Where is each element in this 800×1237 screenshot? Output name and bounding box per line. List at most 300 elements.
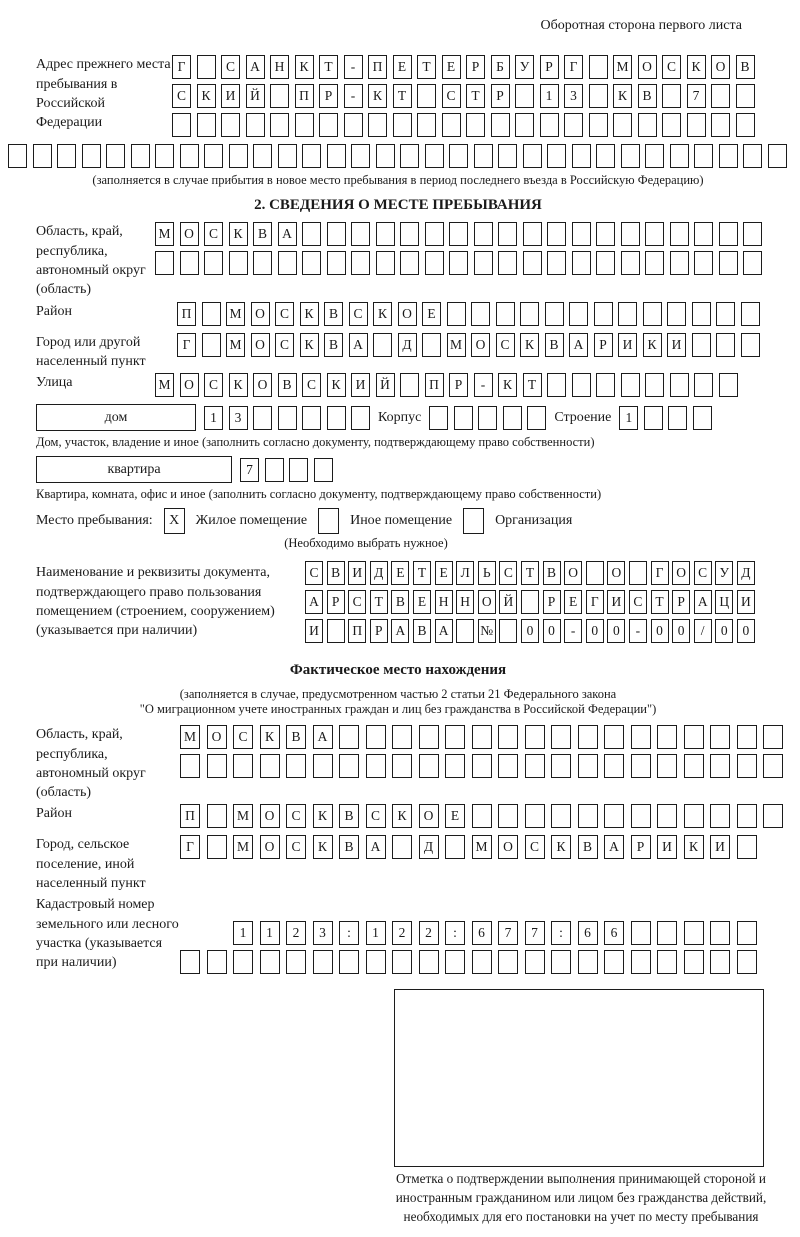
char-cell[interactable]: [737, 804, 757, 828]
char-cell[interactable]: И: [618, 333, 637, 357]
char-cell[interactable]: [417, 84, 436, 108]
char-cell[interactable]: [527, 406, 546, 430]
char-cell[interactable]: В: [253, 222, 272, 246]
char-cell[interactable]: К: [229, 373, 248, 397]
char-cell[interactable]: [645, 222, 664, 246]
char-cell[interactable]: К: [613, 84, 632, 108]
char-cell[interactable]: [657, 754, 677, 778]
char-cell[interactable]: [265, 458, 284, 482]
char-cell[interactable]: [763, 754, 783, 778]
char-cell[interactable]: [445, 725, 465, 749]
char-cell[interactable]: [604, 754, 624, 778]
char-cell[interactable]: [572, 144, 591, 168]
char-cell[interactable]: И: [657, 835, 677, 859]
char-cell[interactable]: [670, 251, 689, 275]
char-cell[interactable]: [547, 222, 566, 246]
char-cell[interactable]: [289, 458, 308, 482]
char-cell[interactable]: А: [305, 590, 323, 614]
char-cell[interactable]: [523, 144, 542, 168]
char-cell[interactable]: С: [286, 835, 306, 859]
char-cell[interactable]: Т: [466, 84, 485, 108]
char-cell[interactable]: [638, 113, 657, 137]
char-cell[interactable]: [155, 251, 174, 275]
char-cell[interactable]: [425, 251, 444, 275]
char-cell[interactable]: К: [392, 804, 412, 828]
char-cell[interactable]: [155, 144, 174, 168]
residence-checkbox-organizatsiya[interactable]: [463, 508, 484, 534]
char-cell[interactable]: В: [278, 373, 297, 397]
char-cell[interactable]: С: [349, 302, 368, 326]
char-cell[interactable]: А: [246, 55, 265, 79]
char-cell[interactable]: [327, 144, 346, 168]
char-cell[interactable]: Р: [594, 333, 613, 357]
char-cell[interactable]: [547, 373, 566, 397]
char-cell[interactable]: [202, 302, 221, 326]
char-cell[interactable]: [260, 950, 280, 974]
char-cell[interactable]: И: [348, 561, 366, 585]
char-cell[interactable]: [763, 725, 783, 749]
char-cell[interactable]: 2: [419, 921, 439, 945]
char-cell[interactable]: [327, 222, 346, 246]
char-cell[interactable]: [662, 113, 681, 137]
char-cell[interactable]: К: [373, 302, 392, 326]
char-cell[interactable]: [684, 804, 704, 828]
char-cell[interactable]: [471, 302, 490, 326]
char-cell[interactable]: [604, 804, 624, 828]
char-cell[interactable]: А: [604, 835, 624, 859]
char-cell[interactable]: [197, 55, 216, 79]
char-cell[interactable]: [694, 222, 713, 246]
char-cell[interactable]: [313, 950, 333, 974]
char-cell[interactable]: [515, 84, 534, 108]
char-cell[interactable]: [657, 804, 677, 828]
char-cell[interactable]: О: [207, 725, 227, 749]
char-cell[interactable]: С: [629, 590, 647, 614]
char-cell[interactable]: [472, 950, 492, 974]
char-cell[interactable]: [716, 333, 735, 357]
char-cell[interactable]: Р: [466, 55, 485, 79]
char-cell[interactable]: Й: [376, 373, 395, 397]
char-cell[interactable]: [694, 251, 713, 275]
char-cell[interactable]: П: [348, 619, 366, 643]
char-cell[interactable]: 1: [540, 84, 559, 108]
char-cell[interactable]: 6: [472, 921, 492, 945]
char-cell[interactable]: /: [694, 619, 712, 643]
char-cell[interactable]: О: [251, 302, 270, 326]
char-cell[interactable]: 1: [619, 406, 638, 430]
char-cell[interactable]: К: [197, 84, 216, 108]
char-cell[interactable]: [419, 754, 439, 778]
char-cell[interactable]: [604, 725, 624, 749]
char-cell[interactable]: К: [300, 302, 319, 326]
char-cell[interactable]: [221, 113, 240, 137]
char-cell[interactable]: [472, 725, 492, 749]
char-cell[interactable]: [449, 251, 468, 275]
char-cell[interactable]: [393, 113, 412, 137]
char-cell[interactable]: А: [349, 333, 368, 357]
char-cell[interactable]: 0: [737, 619, 755, 643]
char-cell[interactable]: [449, 144, 468, 168]
char-cell[interactable]: С: [305, 561, 323, 585]
char-cell[interactable]: [286, 754, 306, 778]
char-cell[interactable]: [578, 950, 598, 974]
char-cell[interactable]: [302, 251, 321, 275]
char-cell[interactable]: [339, 725, 359, 749]
char-cell[interactable]: Е: [413, 590, 431, 614]
char-cell[interactable]: [376, 222, 395, 246]
char-cell[interactable]: [520, 302, 539, 326]
char-cell[interactable]: [445, 835, 465, 859]
char-cell[interactable]: [737, 950, 757, 974]
char-cell[interactable]: К: [300, 333, 319, 357]
char-cell[interactable]: [253, 144, 272, 168]
char-cell[interactable]: [670, 373, 689, 397]
char-cell[interactable]: Е: [422, 302, 441, 326]
char-cell[interactable]: [429, 406, 448, 430]
char-cell[interactable]: [657, 725, 677, 749]
char-cell[interactable]: М: [613, 55, 632, 79]
char-cell[interactable]: [684, 754, 704, 778]
char-cell[interactable]: [302, 406, 321, 430]
char-cell[interactable]: С: [275, 302, 294, 326]
char-cell[interactable]: И: [737, 590, 755, 614]
char-cell[interactable]: [737, 921, 757, 945]
char-cell[interactable]: М: [233, 804, 253, 828]
char-cell[interactable]: Т: [523, 373, 542, 397]
char-cell[interactable]: [572, 222, 591, 246]
char-cell[interactable]: 1: [204, 406, 223, 430]
char-cell[interactable]: [503, 406, 522, 430]
char-cell[interactable]: [180, 754, 200, 778]
char-cell[interactable]: [454, 406, 473, 430]
char-cell[interactable]: [445, 950, 465, 974]
char-cell[interactable]: С: [204, 222, 223, 246]
char-cell[interactable]: [692, 302, 711, 326]
char-cell[interactable]: П: [177, 302, 196, 326]
char-cell[interactable]: В: [324, 302, 343, 326]
char-cell[interactable]: [366, 754, 386, 778]
char-cell[interactable]: 0: [607, 619, 625, 643]
char-cell[interactable]: [498, 754, 518, 778]
char-cell[interactable]: Г: [586, 590, 604, 614]
char-cell[interactable]: К: [643, 333, 662, 357]
char-cell[interactable]: О: [672, 561, 690, 585]
char-cell[interactable]: Б: [491, 55, 510, 79]
char-cell[interactable]: [327, 251, 346, 275]
char-cell[interactable]: [344, 113, 363, 137]
char-cell[interactable]: [736, 113, 755, 137]
char-cell[interactable]: [645, 144, 664, 168]
char-cell[interactable]: [491, 113, 510, 137]
char-cell[interactable]: [631, 921, 651, 945]
char-cell[interactable]: [351, 144, 370, 168]
char-cell[interactable]: 6: [578, 921, 598, 945]
char-cell[interactable]: К: [498, 373, 517, 397]
char-cell[interactable]: [741, 333, 760, 357]
char-cell[interactable]: [400, 251, 419, 275]
char-cell[interactable]: С: [172, 84, 191, 108]
char-cell[interactable]: Н: [456, 590, 474, 614]
char-cell[interactable]: Т: [417, 55, 436, 79]
char-cell[interactable]: К: [313, 835, 333, 859]
char-cell[interactable]: [260, 754, 280, 778]
char-cell[interactable]: [392, 950, 412, 974]
char-cell[interactable]: [376, 251, 395, 275]
char-cell[interactable]: [278, 144, 297, 168]
char-cell[interactable]: [645, 373, 664, 397]
char-cell[interactable]: -: [344, 55, 363, 79]
char-cell[interactable]: [204, 144, 223, 168]
char-cell[interactable]: [202, 333, 221, 357]
char-cell[interactable]: [496, 302, 515, 326]
char-cell[interactable]: [594, 302, 613, 326]
char-cell[interactable]: [376, 144, 395, 168]
char-cell[interactable]: [33, 144, 52, 168]
char-cell[interactable]: 0: [521, 619, 539, 643]
char-cell[interactable]: О: [607, 561, 625, 585]
char-cell[interactable]: [545, 302, 564, 326]
char-cell[interactable]: О: [564, 561, 582, 585]
char-cell[interactable]: М: [226, 302, 245, 326]
char-cell[interactable]: С: [348, 590, 366, 614]
char-cell[interactable]: [392, 835, 412, 859]
char-cell[interactable]: [547, 144, 566, 168]
char-cell[interactable]: [586, 561, 604, 585]
char-cell[interactable]: [743, 251, 762, 275]
char-cell[interactable]: 2: [392, 921, 412, 945]
char-cell[interactable]: 0: [672, 619, 690, 643]
char-cell[interactable]: [498, 804, 518, 828]
char-cell[interactable]: О: [419, 804, 439, 828]
char-cell[interactable]: [564, 113, 583, 137]
char-cell[interactable]: [207, 754, 227, 778]
char-cell[interactable]: [596, 251, 615, 275]
char-cell[interactable]: Е: [564, 590, 582, 614]
char-cell[interactable]: [629, 561, 647, 585]
char-cell[interactable]: [278, 406, 297, 430]
char-cell[interactable]: 6: [604, 921, 624, 945]
char-cell[interactable]: Т: [651, 590, 669, 614]
char-cell[interactable]: П: [368, 55, 387, 79]
char-cell[interactable]: [618, 302, 637, 326]
char-cell[interactable]: Г: [177, 333, 196, 357]
char-cell[interactable]: [253, 251, 272, 275]
char-cell[interactable]: Ь: [478, 561, 496, 585]
char-cell[interactable]: [204, 251, 223, 275]
char-cell[interactable]: Г: [180, 835, 200, 859]
char-cell[interactable]: К: [368, 84, 387, 108]
char-cell[interactable]: [613, 113, 632, 137]
char-cell[interactable]: [710, 754, 730, 778]
char-cell[interactable]: [763, 804, 783, 828]
char-cell[interactable]: [400, 222, 419, 246]
char-cell[interactable]: [207, 835, 227, 859]
char-cell[interactable]: 2: [286, 921, 306, 945]
char-cell[interactable]: [351, 222, 370, 246]
char-cell[interactable]: [456, 619, 474, 643]
char-cell[interactable]: О: [180, 373, 199, 397]
char-cell[interactable]: [631, 950, 651, 974]
char-cell[interactable]: [572, 373, 591, 397]
char-cell[interactable]: С: [442, 84, 461, 108]
char-cell[interactable]: [589, 84, 608, 108]
char-cell[interactable]: [710, 725, 730, 749]
char-cell[interactable]: [719, 251, 738, 275]
char-cell[interactable]: [719, 373, 738, 397]
char-cell[interactable]: С: [366, 804, 386, 828]
char-cell[interactable]: [246, 113, 265, 137]
char-cell[interactable]: [270, 84, 289, 108]
char-cell[interactable]: Л: [456, 561, 474, 585]
char-cell[interactable]: О: [398, 302, 417, 326]
char-cell[interactable]: Р: [319, 84, 338, 108]
char-cell[interactable]: [693, 406, 712, 430]
char-cell[interactable]: Р: [491, 84, 510, 108]
char-cell[interactable]: О: [478, 590, 496, 614]
char-cell[interactable]: В: [339, 804, 359, 828]
char-cell[interactable]: [302, 222, 321, 246]
char-cell[interactable]: [743, 144, 762, 168]
char-cell[interactable]: К: [551, 835, 571, 859]
char-cell[interactable]: :: [339, 921, 359, 945]
char-cell[interactable]: Н: [435, 590, 453, 614]
char-cell[interactable]: [419, 950, 439, 974]
char-cell[interactable]: [551, 754, 571, 778]
char-cell[interactable]: [368, 113, 387, 137]
char-cell[interactable]: :: [445, 921, 465, 945]
char-cell[interactable]: С: [302, 373, 321, 397]
char-cell[interactable]: [445, 754, 465, 778]
char-cell[interactable]: О: [253, 373, 272, 397]
char-cell[interactable]: Е: [435, 561, 453, 585]
char-cell[interactable]: Н: [270, 55, 289, 79]
char-cell[interactable]: [596, 144, 615, 168]
char-cell[interactable]: [270, 113, 289, 137]
char-cell[interactable]: У: [715, 561, 733, 585]
char-cell[interactable]: Р: [327, 590, 345, 614]
char-cell[interactable]: М: [226, 333, 245, 357]
char-cell[interactable]: -: [564, 619, 582, 643]
char-cell[interactable]: [670, 144, 689, 168]
char-cell[interactable]: Г: [651, 561, 669, 585]
char-cell[interactable]: К: [260, 725, 280, 749]
char-cell[interactable]: [657, 921, 677, 945]
char-cell[interactable]: [313, 754, 333, 778]
char-cell[interactable]: М: [155, 222, 174, 246]
char-cell[interactable]: [327, 406, 346, 430]
char-cell[interactable]: В: [391, 590, 409, 614]
char-cell[interactable]: [741, 302, 760, 326]
char-cell[interactable]: [523, 222, 542, 246]
char-cell[interactable]: В: [545, 333, 564, 357]
char-cell[interactable]: [621, 222, 640, 246]
char-cell[interactable]: [425, 222, 444, 246]
char-cell[interactable]: 1: [366, 921, 386, 945]
char-cell[interactable]: Й: [246, 84, 265, 108]
char-cell[interactable]: [392, 754, 412, 778]
char-cell[interactable]: О: [251, 333, 270, 357]
char-cell[interactable]: [392, 725, 412, 749]
char-cell[interactable]: [417, 113, 436, 137]
char-cell[interactable]: С: [204, 373, 223, 397]
char-cell[interactable]: К: [687, 55, 706, 79]
char-cell[interactable]: [351, 406, 370, 430]
char-cell[interactable]: [523, 251, 542, 275]
char-cell[interactable]: [442, 113, 461, 137]
char-cell[interactable]: [737, 754, 757, 778]
char-cell[interactable]: М: [233, 835, 253, 859]
char-cell[interactable]: К: [520, 333, 539, 357]
char-cell[interactable]: Ц: [715, 590, 733, 614]
char-cell[interactable]: [525, 754, 545, 778]
char-cell[interactable]: В: [736, 55, 755, 79]
char-cell[interactable]: И: [305, 619, 323, 643]
char-cell[interactable]: [314, 458, 333, 482]
char-cell[interactable]: [684, 950, 704, 974]
char-cell[interactable]: Р: [543, 590, 561, 614]
char-cell[interactable]: [662, 84, 681, 108]
char-cell[interactable]: -: [474, 373, 493, 397]
char-cell[interactable]: 0: [651, 619, 669, 643]
char-cell[interactable]: С: [525, 835, 545, 859]
char-cell[interactable]: В: [327, 561, 345, 585]
char-cell[interactable]: М: [180, 725, 200, 749]
char-cell[interactable]: С: [233, 725, 253, 749]
char-cell[interactable]: Р: [631, 835, 651, 859]
char-cell[interactable]: О: [471, 333, 490, 357]
char-cell[interactable]: [589, 113, 608, 137]
char-cell[interactable]: К: [229, 222, 248, 246]
char-cell[interactable]: С: [662, 55, 681, 79]
char-cell[interactable]: Р: [370, 619, 388, 643]
char-cell[interactable]: С: [286, 804, 306, 828]
char-cell[interactable]: [106, 144, 125, 168]
char-cell[interactable]: [400, 144, 419, 168]
char-cell[interactable]: [596, 222, 615, 246]
char-cell[interactable]: [295, 113, 314, 137]
char-cell[interactable]: Т: [393, 84, 412, 108]
char-cell[interactable]: [692, 333, 711, 357]
char-cell[interactable]: А: [694, 590, 712, 614]
char-cell[interactable]: [351, 251, 370, 275]
char-cell[interactable]: [716, 302, 735, 326]
char-cell[interactable]: [540, 113, 559, 137]
char-cell[interactable]: [711, 113, 730, 137]
char-cell[interactable]: [667, 302, 686, 326]
char-cell[interactable]: [551, 725, 571, 749]
char-cell[interactable]: [645, 251, 664, 275]
char-cell[interactable]: Т: [319, 55, 338, 79]
char-cell[interactable]: [657, 950, 677, 974]
char-cell[interactable]: 3: [313, 921, 333, 945]
char-cell[interactable]: К: [684, 835, 704, 859]
char-cell[interactable]: [472, 804, 492, 828]
char-cell[interactable]: [551, 950, 571, 974]
char-cell[interactable]: [694, 373, 713, 397]
char-cell[interactable]: [589, 55, 608, 79]
char-cell[interactable]: [339, 754, 359, 778]
char-cell[interactable]: [498, 222, 517, 246]
char-cell[interactable]: В: [324, 333, 343, 357]
char-cell[interactable]: [710, 950, 730, 974]
char-cell[interactable]: К: [295, 55, 314, 79]
char-cell[interactable]: :: [551, 921, 571, 945]
char-cell[interactable]: [743, 222, 762, 246]
char-cell[interactable]: [694, 144, 713, 168]
char-cell[interactable]: [670, 222, 689, 246]
char-cell[interactable]: [631, 725, 651, 749]
char-cell[interactable]: [551, 804, 571, 828]
